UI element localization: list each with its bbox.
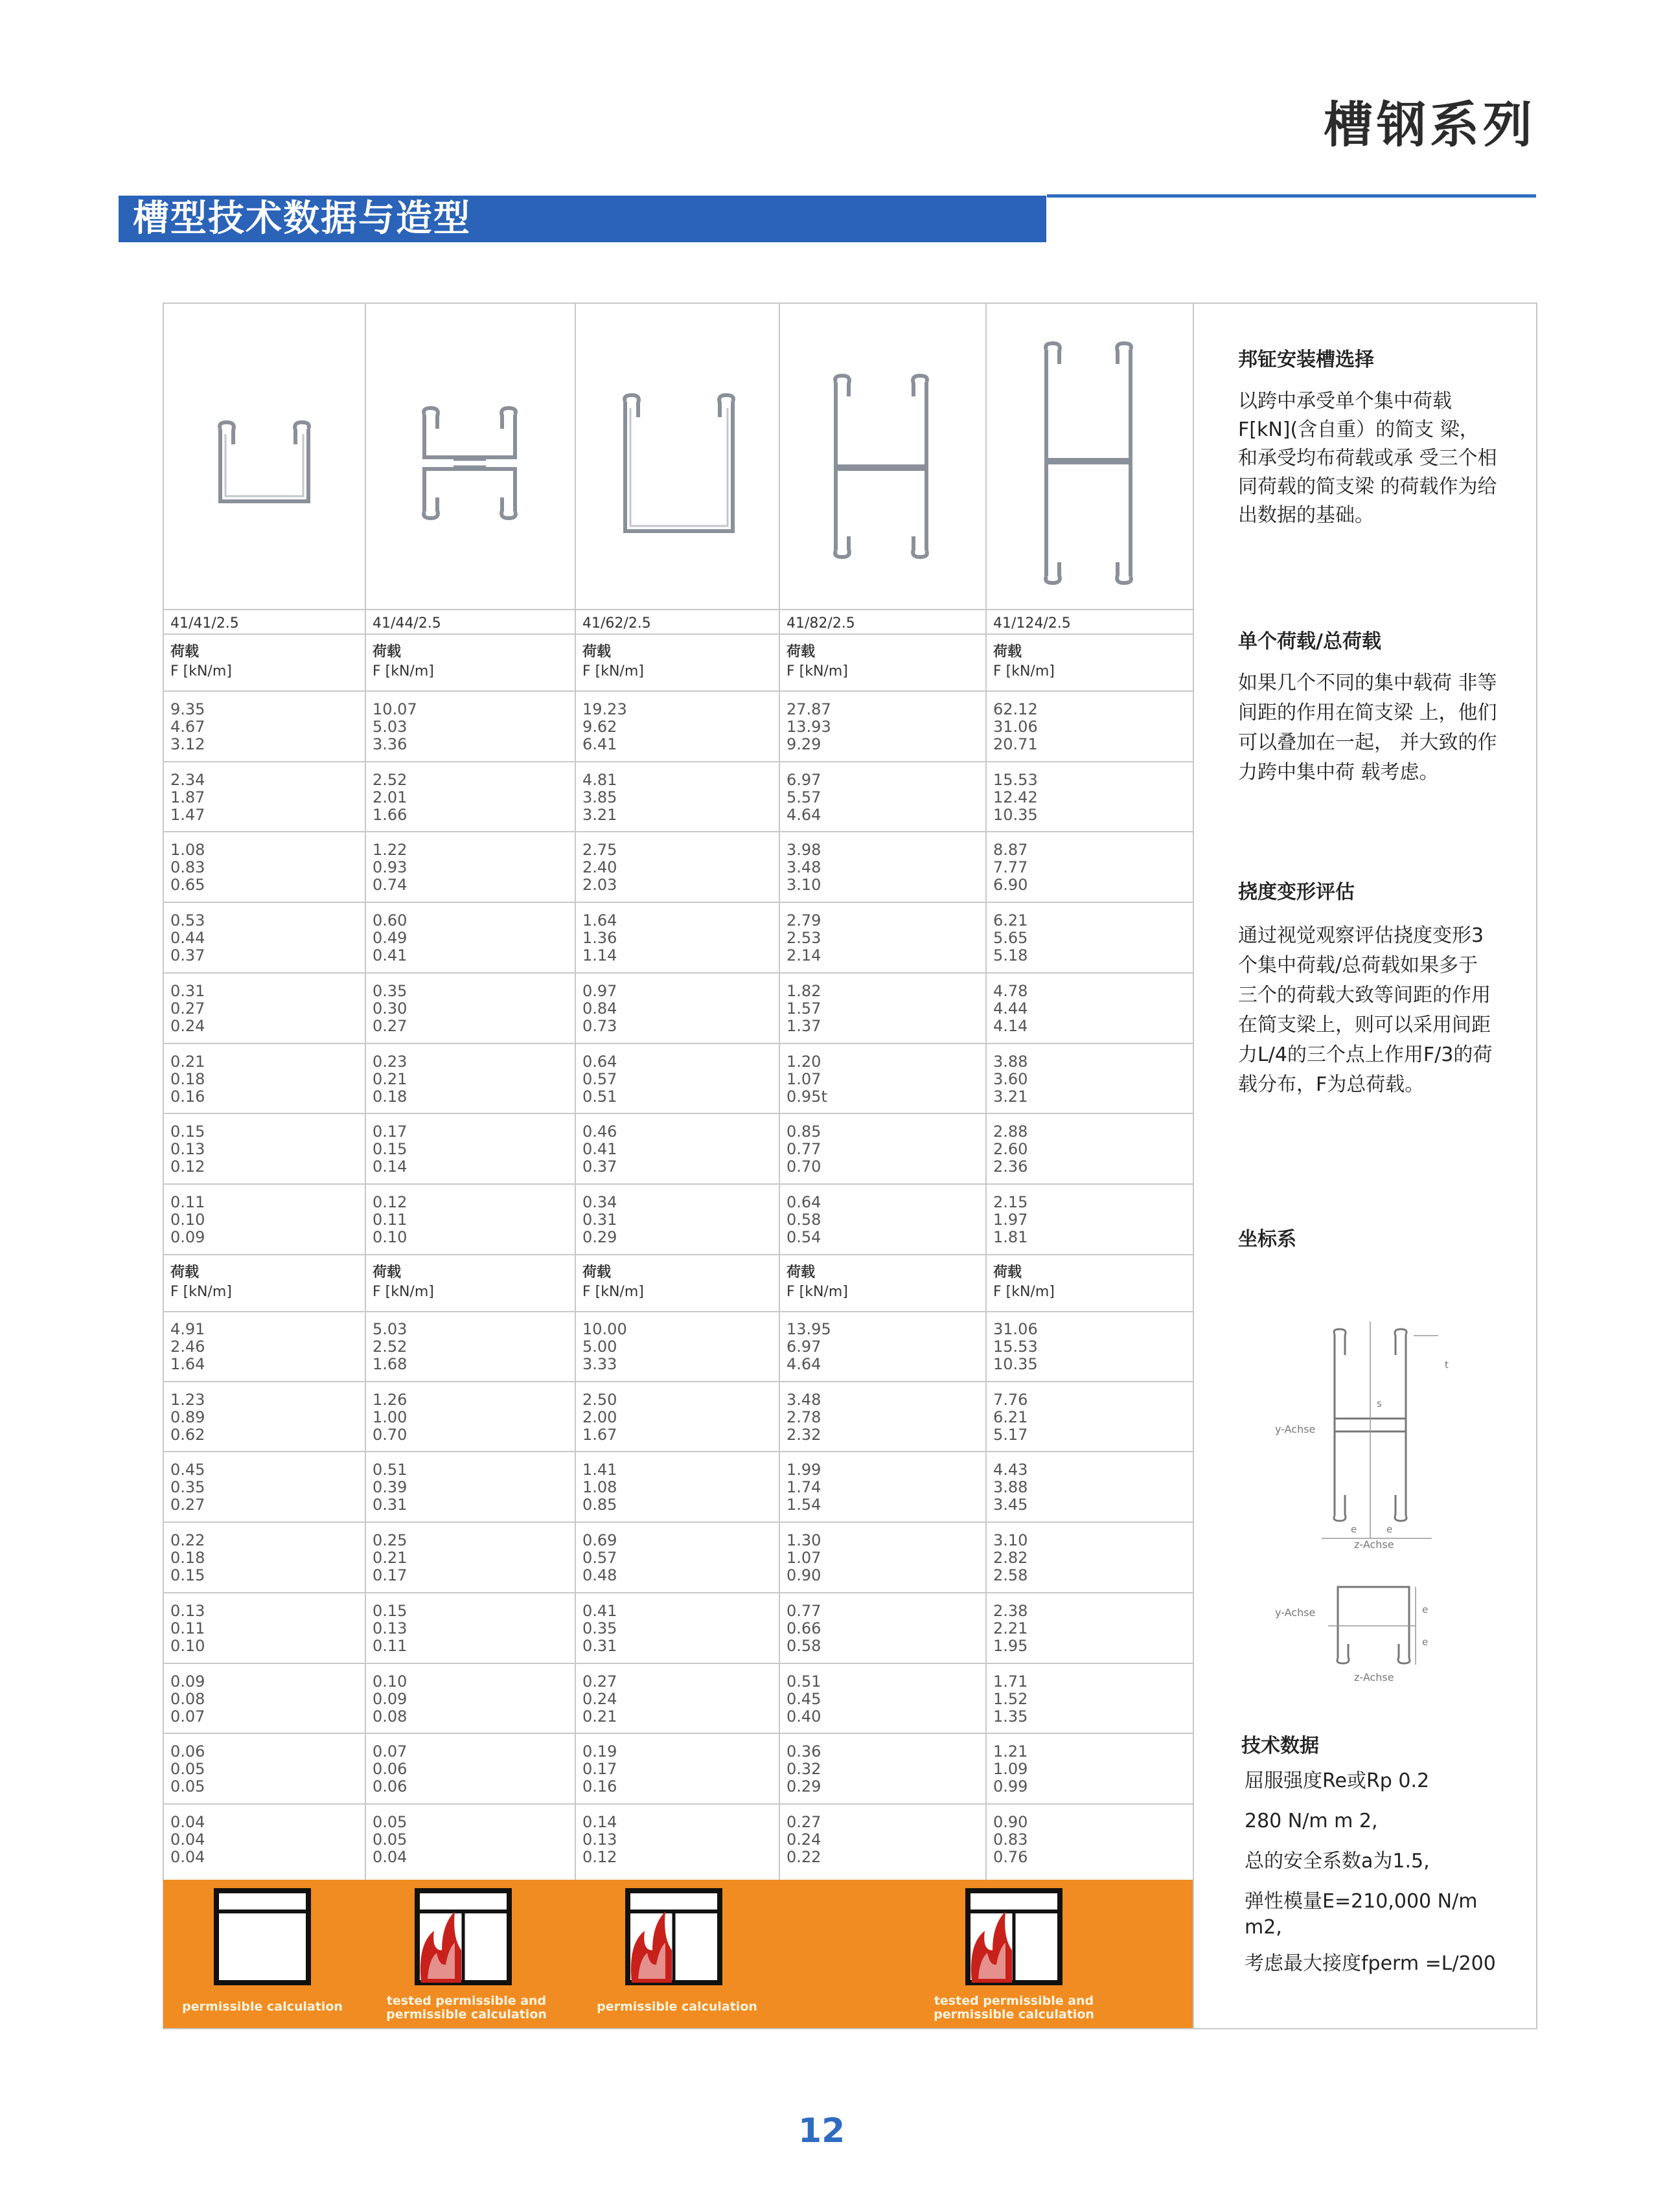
table-cell: 0.31 0.27 0.24 xyxy=(170,982,205,1035)
table-cell: 0.64 0.57 0.51 xyxy=(582,1053,617,1106)
sidebar-paragraph: 以跨中承受单个集中荷载F[kN](含自重）的简支 梁，和承受均布荷载或承 受三个相同荷载的简支梁 的荷载作为给出数据的基础。 xyxy=(1238,390,1497,527)
row-divider xyxy=(163,1183,1193,1185)
unit-label: F [kN/m] xyxy=(170,663,232,679)
table-cell: 9.35 4.67 3.12 xyxy=(170,700,205,753)
unit-label: F [kN/m] xyxy=(582,1284,644,1300)
profile-code: 41/82/2.5 xyxy=(787,615,855,632)
load-column-header xyxy=(993,1263,1055,1302)
dim-t-label: t xyxy=(1445,1359,1449,1371)
table-cell: 2.79 2.53 2.14 xyxy=(787,911,821,964)
row-divider xyxy=(163,1043,1193,1044)
sidebar-paragraph: 通过视觉观察评估挠度变形3个集中荷载/总荷载如果多于三个的荷载大致等间距的作用在简支梁上，则可以采用间距力L/4的三个点上作用F/3的荷载分布，F为总荷载。 xyxy=(1238,924,1493,1096)
fire-test-icon xyxy=(965,1888,1062,1985)
load-column-header xyxy=(373,643,434,681)
table-cell: 4.78 4.44 4.14 xyxy=(993,982,1028,1035)
row-divider xyxy=(163,1522,1193,1523)
column-divider xyxy=(575,302,576,2029)
tech-line: 总的安全系数a为1.5, xyxy=(1245,1850,1430,1873)
sidebar-heading: 邦钲安装槽选择 xyxy=(1238,348,1374,371)
table-cell: 0.06 0.05 0.05 xyxy=(170,1742,205,1796)
row-divider xyxy=(163,902,1193,903)
column-divider xyxy=(1193,302,1194,2029)
load-label: 荷载 xyxy=(170,644,200,660)
table-cell: 10.07 5.03 3.36 xyxy=(373,700,417,753)
profile-code: 41/41/2.5 xyxy=(170,615,239,632)
fire-test-icon xyxy=(415,1888,512,1985)
row-divider xyxy=(163,1113,1193,1114)
table-cell: 0.07 0.06 0.06 xyxy=(373,1742,408,1796)
table-cell: 0.13 0.11 0.10 xyxy=(170,1602,205,1655)
table-cell: 0.64 0.58 0.54 xyxy=(787,1193,821,1246)
sidebar-heading: 挠度变形评估 xyxy=(1238,881,1355,904)
unit-label: F [kN/m] xyxy=(787,663,848,679)
table-cell: 1.23 0.89 0.62 xyxy=(170,1391,205,1444)
dim-e-label: e xyxy=(1351,1523,1357,1535)
table-cell: 1.64 1.36 1.14 xyxy=(582,911,617,964)
table-cell: 0.34 0.31 0.29 xyxy=(582,1193,617,1246)
load-column-header xyxy=(993,643,1055,681)
unit-label: F [kN/m] xyxy=(582,663,644,679)
table-cell: 0.53 0.44 0.37 xyxy=(170,911,205,964)
table-cell: 0.85 0.77 0.70 xyxy=(787,1123,821,1176)
tech-line: 弹性模量E=210,000 N/m m2, xyxy=(1245,1890,1478,1939)
z-axis-label: z-Achse xyxy=(1354,1538,1394,1551)
table-cell: 0.51 0.45 0.40 xyxy=(787,1672,821,1726)
row-divider xyxy=(163,1803,1193,1805)
unit-label: F [kN/m] xyxy=(787,1284,848,1300)
table-cell: 1.41 1.08 0.85 xyxy=(582,1461,617,1514)
table-cell: 2.38 2.21 1.95 xyxy=(993,1602,1028,1655)
table-cell: 5.03 2.52 1.68 xyxy=(373,1320,408,1373)
table-cell: 2.15 1.97 1.81 xyxy=(993,1193,1028,1246)
table-cell: 0.17 0.15 0.14 xyxy=(373,1123,408,1176)
load-label: 荷载 xyxy=(373,1264,402,1281)
load-column-header xyxy=(170,1263,232,1302)
table-cell: 6.97 5.57 4.64 xyxy=(787,771,821,824)
load-label: 荷载 xyxy=(582,1264,612,1281)
column-divider xyxy=(985,302,987,2029)
profile-41-82-icon xyxy=(816,317,946,609)
table-cell: 2.75 2.40 2.03 xyxy=(582,841,617,894)
table-cell: 0.60 0.49 0.41 xyxy=(373,911,408,964)
fire-badge-caption: tested permissible and permissible calculation xyxy=(934,1994,1094,2022)
unit-label: F [kN/m] xyxy=(170,1284,232,1300)
fire-test-icon xyxy=(214,1888,311,1985)
fire-badge-caption: permissible calculation xyxy=(597,2000,757,2014)
unit-label: F [kN/m] xyxy=(993,1284,1055,1300)
table-cell: 0.77 0.66 0.58 xyxy=(787,1602,821,1655)
load-column-header xyxy=(170,643,232,681)
header-rule xyxy=(1047,194,1536,198)
table-cell: 6.21 5.65 5.18 xyxy=(993,911,1028,964)
fire-badge-caption: tested permissible and permissible calculation xyxy=(386,1994,547,2022)
row-divider xyxy=(163,1663,1193,1664)
table-cell: 0.11 0.10 0.09 xyxy=(170,1193,205,1246)
row-divider xyxy=(163,1451,1193,1452)
table-cell: 31.06 15.53 10.35 xyxy=(993,1320,1038,1373)
table-cell: 2.50 2.00 1.67 xyxy=(582,1391,617,1444)
table-cell: 4.91 2.46 1.64 xyxy=(170,1320,205,1373)
table-cell: 0.69 0.57 0.48 xyxy=(582,1531,617,1584)
table-cell: 0.23 0.21 0.18 xyxy=(373,1053,408,1106)
row-divider xyxy=(163,831,1193,832)
table-cell: 2.52 2.01 1.66 xyxy=(373,771,408,824)
table-cell: 62.12 31.06 20.71 xyxy=(993,700,1038,753)
table-cell: 27.87 13.93 9.29 xyxy=(787,700,831,753)
table-cell: 1.30 1.07 0.90 xyxy=(787,1531,821,1584)
table-cell: 0.22 0.18 0.15 xyxy=(170,1531,205,1584)
dim-s-label: s xyxy=(1377,1398,1382,1409)
load-column-header xyxy=(787,1263,848,1302)
table-cell: 0.90 0.83 0.76 xyxy=(993,1813,1028,1866)
table-cell: 0.21 0.18 0.16 xyxy=(170,1053,205,1106)
table-cell: 3.88 3.60 3.21 xyxy=(993,1053,1028,1106)
table-cell: 1.22 0.93 0.74 xyxy=(373,841,408,894)
sidebar-heading: 技术数据 xyxy=(1241,1735,1319,1757)
page-number: 12 xyxy=(798,2112,845,2150)
table-cell: 4.81 3.85 3.21 xyxy=(582,771,617,824)
load-column-header xyxy=(373,1263,434,1302)
table-cell: 0.35 0.30 0.27 xyxy=(373,982,408,1035)
profile-41-44-icon xyxy=(389,317,551,609)
table-cell: 0.27 0.24 0.22 xyxy=(787,1813,821,1866)
table-cell: 0.15 0.13 0.12 xyxy=(170,1123,205,1176)
dim-e-label: e xyxy=(1422,1636,1429,1648)
table-cell: 3.10 2.82 2.58 xyxy=(993,1531,1028,1584)
row-divider xyxy=(163,690,1193,692)
tech-line: 考虑最大接度fperm =L/200 xyxy=(1245,1952,1496,1975)
section-title: 槽型技术数据与造型 xyxy=(133,198,471,240)
table-cell: 1.82 1.57 1.37 xyxy=(787,982,821,1035)
unit-label: F [kN/m] xyxy=(373,663,434,679)
load-label: 荷载 xyxy=(787,644,816,660)
table-cell: 1.26 1.00 0.70 xyxy=(373,1391,408,1444)
table-cell: 7.76 6.21 5.17 xyxy=(993,1391,1028,1444)
table-cell: 8.87 7.77 6.90 xyxy=(993,841,1028,894)
profile-41-124-icon xyxy=(1024,317,1153,609)
row-divider xyxy=(163,633,1193,635)
row-divider xyxy=(163,609,1193,610)
profile-code: 41/124/2.5 xyxy=(993,615,1071,632)
table-cell: 1.99 1.74 1.54 xyxy=(787,1461,821,1514)
sidebar-heading: 坐标系 xyxy=(1238,1228,1296,1251)
table-cell: 0.25 0.21 0.17 xyxy=(373,1531,408,1584)
load-label: 荷载 xyxy=(373,644,402,660)
table-cell: 0.19 0.17 0.16 xyxy=(582,1742,617,1796)
y-axis-label: y-Achse xyxy=(1275,1606,1316,1619)
table-cell: 0.04 0.04 0.04 xyxy=(170,1813,205,1866)
load-label: 荷载 xyxy=(993,1264,1022,1281)
load-column-header xyxy=(582,643,644,681)
table-cell: 0.12 0.11 0.10 xyxy=(373,1193,408,1246)
column-divider xyxy=(779,302,780,2029)
fire-badge-caption: permissible calculation xyxy=(182,2000,343,2014)
unit-label: F [kN/m] xyxy=(373,1284,434,1300)
profile-41-41-icon xyxy=(194,317,337,609)
load-label: 荷载 xyxy=(993,644,1022,660)
table-cell: 2.34 1.87 1.47 xyxy=(170,771,205,824)
tech-line: 280 N/m m 2, xyxy=(1245,1810,1378,1832)
row-divider xyxy=(163,1381,1193,1382)
y-axis-label: y-Achse xyxy=(1275,1423,1316,1435)
table-cell: 0.45 0.35 0.27 xyxy=(170,1461,205,1514)
row-divider xyxy=(163,1733,1193,1734)
table-cell: 0.36 0.32 0.29 xyxy=(787,1742,821,1796)
table-cell: 4.43 3.88 3.45 xyxy=(993,1461,1028,1514)
table-cell: 0.51 0.39 0.31 xyxy=(373,1461,408,1514)
table-cell: 19.23 9.62 6.41 xyxy=(582,700,627,753)
table-cell: 1.20 1.07 0.95t xyxy=(787,1053,827,1106)
load-label: 荷载 xyxy=(787,1264,816,1281)
table-cell: 0.41 0.35 0.31 xyxy=(582,1602,617,1655)
table-cell: 13.95 6.97 4.64 xyxy=(787,1320,831,1373)
table-cell: 10.00 5.00 3.33 xyxy=(582,1320,627,1373)
table-cell: 1.08 0.83 0.65 xyxy=(170,841,205,894)
row-divider xyxy=(163,1311,1193,1312)
table-cell: 1.71 1.52 1.35 xyxy=(993,1672,1028,1726)
row-divider xyxy=(163,1592,1193,1593)
load-label: 荷载 xyxy=(170,1264,200,1281)
table-cell: 0.09 0.08 0.07 xyxy=(170,1672,205,1726)
tech-line: 屈服强度Re或Rp 0.2 xyxy=(1245,1770,1430,1792)
load-label: 荷载 xyxy=(582,644,612,660)
row-divider xyxy=(163,761,1193,762)
sidebar-paragraph: 如果几个不同的集中载荷 非等间距的作用在简支梁 上，他们可以叠加在一起， 并大致的作力跨中集中荷 载考虑。 xyxy=(1238,672,1497,784)
brand-title: 槽钢系列 xyxy=(1324,96,1536,154)
table-cell: 0.05 0.05 0.04 xyxy=(373,1813,408,1866)
coordinate-system-diagram xyxy=(1263,1321,1477,1691)
table-cell: 0.27 0.24 0.21 xyxy=(582,1672,617,1726)
row-divider xyxy=(163,1254,1193,1255)
table-cell: 3.98 3.48 3.10 xyxy=(787,841,821,894)
profile-41-62-icon xyxy=(609,317,752,609)
table-cell: 1.21 1.09 0.99 xyxy=(993,1742,1028,1796)
table-cell: 3.48 2.78 2.32 xyxy=(787,1391,821,1444)
table-cell: 0.15 0.13 0.11 xyxy=(373,1602,408,1655)
table-cell: 2.88 2.60 2.36 xyxy=(993,1123,1028,1176)
profile-code: 41/62/2.5 xyxy=(582,615,651,632)
table-cell: 0.14 0.13 0.12 xyxy=(582,1813,617,1866)
table-cell: 0.46 0.41 0.37 xyxy=(582,1123,617,1176)
column-divider xyxy=(365,302,366,2029)
fire-test-icon xyxy=(625,1888,722,1985)
dim-e-label: e xyxy=(1422,1604,1429,1615)
profile-code: 41/44/2.5 xyxy=(373,615,441,632)
load-column-header xyxy=(582,1263,644,1302)
load-column-header xyxy=(787,643,848,681)
row-divider xyxy=(163,972,1193,974)
table-cell: 0.10 0.09 0.08 xyxy=(373,1672,408,1726)
table-cell: 0.97 0.84 0.73 xyxy=(582,982,617,1035)
table-cell: 15.53 12.42 10.35 xyxy=(993,771,1038,824)
unit-label: F [kN/m] xyxy=(993,663,1055,679)
z-axis-label: z-Achse xyxy=(1354,1671,1394,1683)
sidebar-heading: 单个荷载/总荷载 xyxy=(1238,630,1381,653)
dim-e-label: e xyxy=(1386,1523,1393,1535)
